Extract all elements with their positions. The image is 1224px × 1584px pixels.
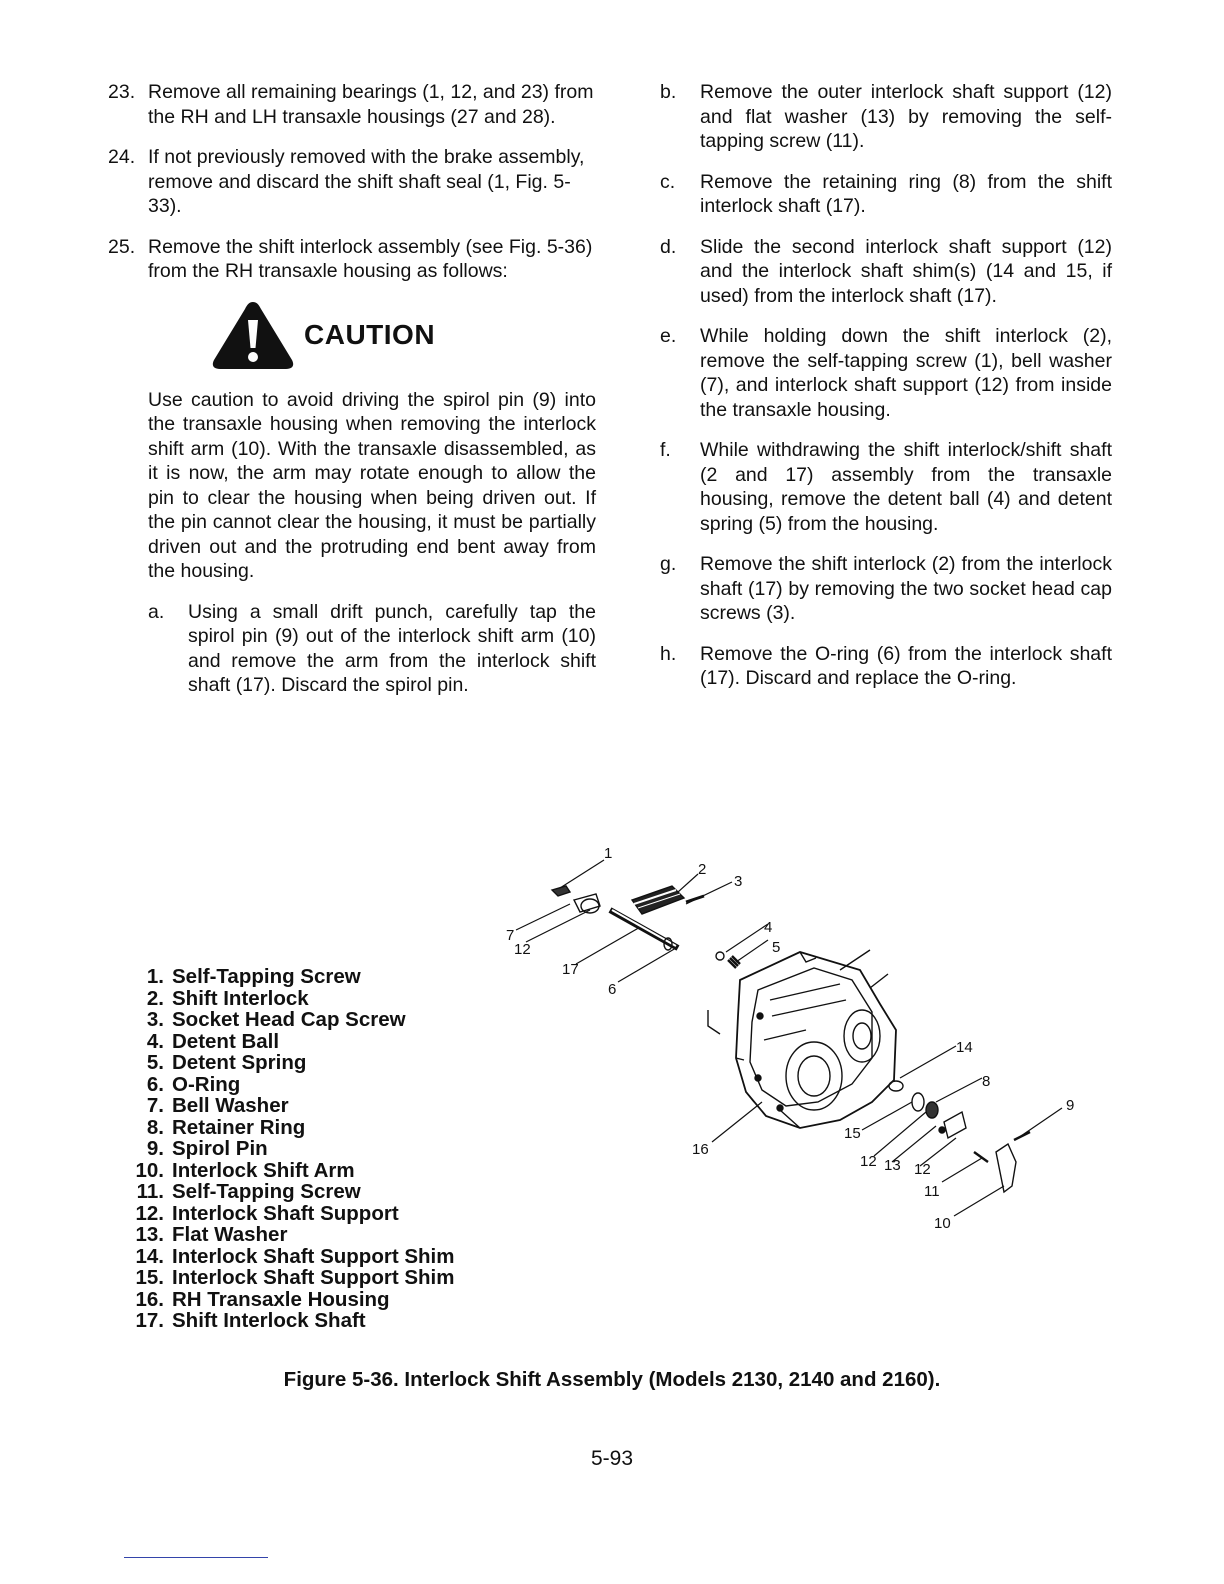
callout-16: 16 (692, 1141, 709, 1158)
legend-label: Bell Washer (172, 1094, 289, 1117)
substep-text: Remove the O-ring (6) from the interlock shaft (17). Discard and replace the O-ring. (700, 642, 1112, 689)
caution-block (148, 300, 596, 698)
substep-b (660, 80, 1112, 154)
legend-number: 8. (146, 1115, 164, 1139)
substep-letter: h. (660, 642, 677, 665)
legend-label: Detent Ball (172, 1029, 280, 1053)
step-text: If not previously removed with the brake assembly, remove and discard the shift shaft seal (1, Fig. 5-33). (148, 146, 585, 217)
legend-label: Self-Tapping Screw (172, 1180, 361, 1203)
step-number: 23. (108, 81, 136, 103)
callout-14: 14 (956, 1039, 973, 1056)
legend-item (128, 1289, 454, 1311)
assembly-drawing (500, 840, 1100, 1240)
step-number: 24. (108, 146, 136, 168)
substep-text: Remove the outer interlock shaft support (12) and flat washer (13) by removing the self-tapping screw (11). (700, 81, 1112, 152)
callout-13: 13 (884, 1157, 901, 1174)
legend-item (128, 1267, 454, 1289)
legend-label: O-Ring (172, 1072, 241, 1096)
legend-item (128, 1224, 454, 1246)
legend-number: 6. (146, 1072, 164, 1096)
legend-item (128, 1246, 454, 1268)
legend-label: Interlock Shift Arm (172, 1158, 355, 1182)
substep-f (660, 438, 1112, 536)
legend-label: Interlock Shaft Support (172, 1201, 399, 1225)
callout-17: 17 (562, 961, 579, 978)
legend-number: 5. (146, 1051, 164, 1074)
legend-number: 2. (146, 986, 164, 1010)
legend-label: Self-Tapping Screw (172, 965, 361, 988)
step-text: Remove all remaining bearings (1, 12, and 23) from the RH and LH transaxle housings (27 and 28). (148, 81, 594, 128)
legend-number: 13. (135, 1223, 164, 1246)
substep-letter: d. (660, 235, 677, 258)
callout-labels (506, 845, 1074, 1232)
legend-item (128, 1310, 454, 1332)
left-column (108, 80, 596, 714)
right-column (660, 80, 1112, 707)
substep-letter: b. (660, 81, 677, 103)
legend-number: 4. (146, 1029, 164, 1053)
substep-d (660, 235, 1112, 309)
legend-label: Interlock Shaft Support Shim (172, 1266, 455, 1289)
callout-12-left: 12 (514, 941, 531, 958)
legend-number: 16. (135, 1287, 164, 1311)
legend-number: 1. (146, 965, 164, 988)
caution-header (210, 300, 596, 370)
legend-number: 7. (146, 1094, 164, 1117)
legend-label: Interlock Shaft Support Shim (172, 1244, 455, 1268)
callout-10: 10 (934, 1215, 951, 1232)
legend-item (128, 1181, 454, 1203)
legend-number: 11. (136, 1180, 164, 1203)
substep-a (148, 600, 596, 698)
legend-item (128, 1009, 454, 1031)
legend-item (128, 1095, 454, 1117)
parts-legend (128, 966, 454, 1332)
legend-number: 14. (135, 1244, 164, 1268)
step-number: 25. (108, 235, 136, 258)
callout-4: 4 (764, 919, 773, 936)
legend-label: RH Transaxle Housing (172, 1287, 390, 1311)
legend-item (128, 966, 454, 988)
substep-letter: e. (660, 325, 677, 347)
callout-3: 3 (734, 873, 743, 890)
legend-item (128, 1117, 454, 1139)
legend-label: Flat Washer (172, 1223, 288, 1246)
step-23 (108, 80, 596, 129)
substep-g (660, 552, 1112, 626)
legend-label: Retainer Ring (172, 1115, 306, 1139)
substep-e (660, 324, 1112, 422)
legend-item (128, 1074, 454, 1096)
legend-number: 12. (135, 1201, 164, 1225)
substep-text: Using a small drift punch, carefully tap the spirol pin (9) out of the interlock shift arm (10) and remove the arm from the interlock shift shaft (17). Discard the spirol pin. (188, 600, 596, 696)
callout-5: 5 (772, 939, 781, 956)
leader-lines (516, 860, 1062, 1216)
figure-caption: Figure 5-36. Interlock Shift Assembly (Models 2130, 2140 and 2160). (283, 1368, 941, 1391)
exploded-diagram (500, 840, 1100, 1240)
step-24 (108, 145, 596, 219)
legend-number: 3. (146, 1008, 164, 1031)
caution-label: CAUTION (304, 318, 436, 350)
legend-item (128, 1160, 454, 1182)
substep-c (660, 170, 1112, 219)
substep-text: Remove the retaining ring (8) from the shift interlock shaft (17). (700, 170, 1112, 217)
callout-9: 9 (1066, 1097, 1075, 1114)
legend-label: Shift Interlock Shaft (172, 1309, 366, 1332)
substep-letter: g. (660, 553, 677, 575)
callout-1: 1 (604, 845, 613, 862)
legend-number: 9. (146, 1137, 164, 1160)
legend-label: Socket Head Cap Screw (172, 1008, 406, 1031)
callout-8: 8 (982, 1073, 991, 1090)
caution-text: Use caution to avoid driving the spirol pin (9) into the transaxle housing when removing the interlock shift arm (10). With the transaxle disassembled, as it is now, the arm may rotate enough to allow the pin to clear the housing when being driven out. If the pin cannot clear the housing, it must be partially driven out and the protruding end bent away from the housing. (148, 388, 596, 582)
substep-letter: a. (148, 600, 165, 623)
step-text: Remove the shift interlock assembly (see Fig. 5-36) from the RH transaxle housing as follows: (148, 235, 593, 282)
callout-15: 15 (844, 1125, 861, 1142)
substep-text: While withdrawing the shift interlock/shift shaft (2 and 17) assembly from the transaxle housing, remove the detent ball (4) and detent spring (5) from the housing. (700, 439, 1112, 535)
legend-label: Spirol Pin (172, 1137, 268, 1160)
legend-item (128, 1052, 454, 1074)
callout-7: 7 (506, 927, 515, 944)
legend-number: 17. (135, 1309, 164, 1332)
callout-12-lower: 12 (860, 1153, 877, 1170)
warning-triangle-icon (210, 300, 296, 370)
callout-12-right: 12 (914, 1161, 931, 1178)
legend-number: 10. (135, 1158, 164, 1182)
callout-11: 11 (924, 1183, 940, 1200)
substep-letter: c. (660, 170, 676, 193)
substep-text: Slide the second interlock shaft support (12) and the interlock shaft shim(s) (14 and 15, if used) from the interlock shaft (17). (700, 235, 1112, 307)
legend-item (128, 988, 454, 1010)
callout-2: 2 (698, 861, 707, 878)
footer-rule (124, 1557, 268, 1558)
legend-label: Detent Spring (172, 1051, 307, 1074)
substep-h (660, 642, 1112, 691)
legend-number: 15. (135, 1266, 164, 1289)
legend-item (128, 1138, 454, 1160)
page-number: 5-93 (590, 1447, 634, 1470)
substep-letter: f. (660, 439, 671, 461)
step-25 (108, 235, 596, 284)
substep-text: Remove the shift interlock (2) from the interlock shaft (17) by removing the two socket head cap screws (3). (700, 553, 1112, 624)
substep-text: While holding down the shift interlock (2), remove the self-tapping screw (1), bell washer (7), and interlock shaft support (12) from inside the transaxle housing. (700, 325, 1112, 421)
legend-label: Shift Interlock (172, 986, 309, 1010)
legend-item (128, 1203, 454, 1225)
callout-6: 6 (608, 981, 617, 998)
legend-item (128, 1031, 454, 1053)
